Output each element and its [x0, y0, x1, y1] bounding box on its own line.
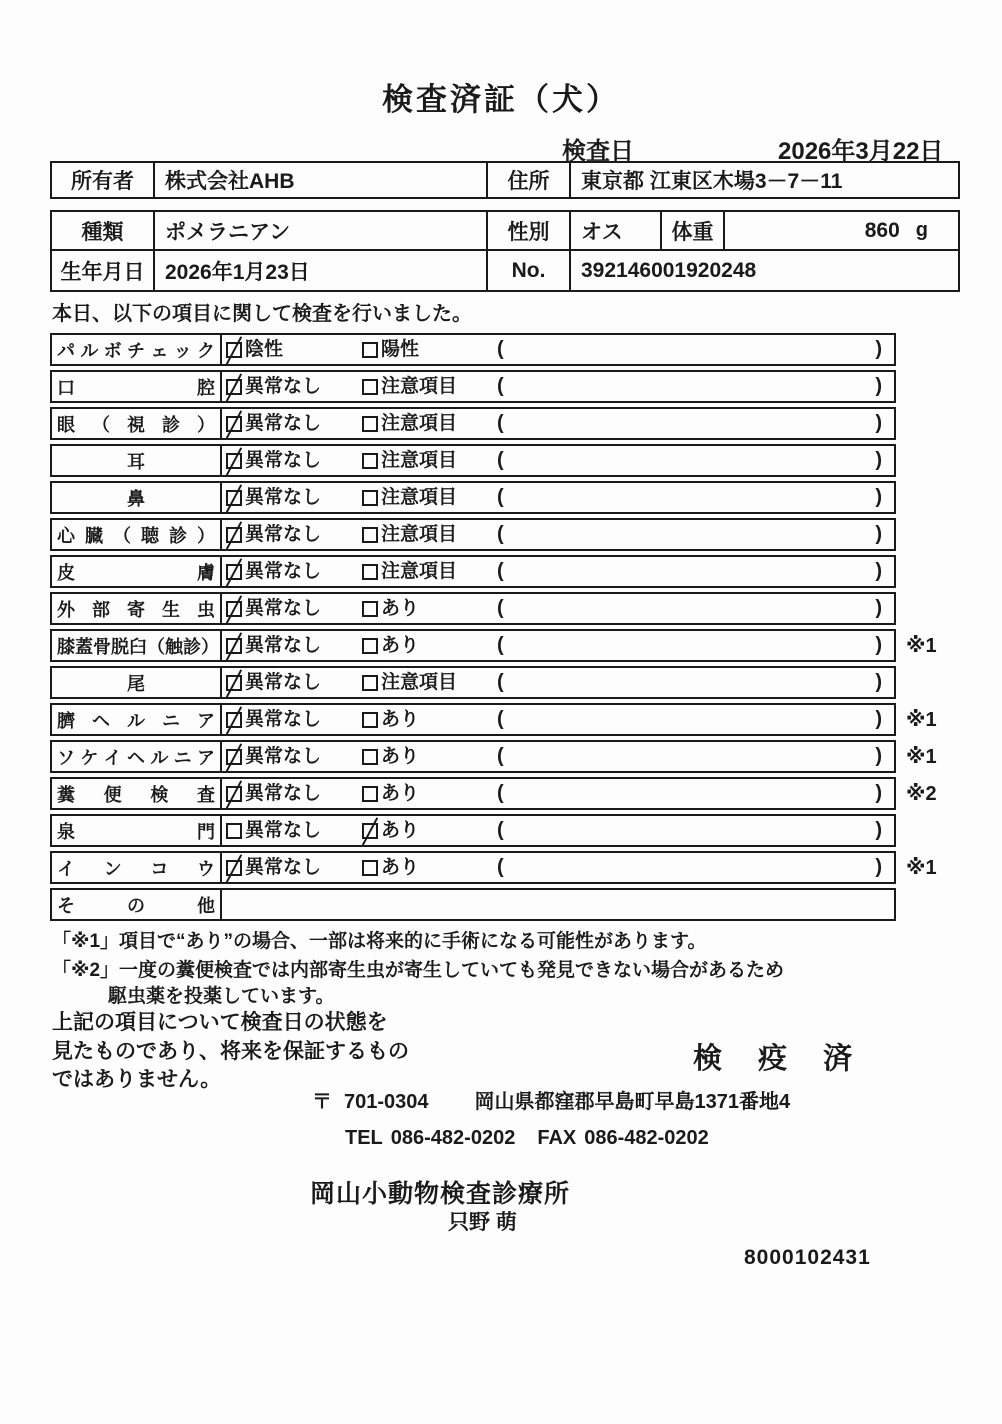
- paren-open-char: (: [497, 708, 504, 730]
- footnote-mark: ※2: [906, 783, 937, 805]
- exam-item-label: 口 腔: [52, 372, 222, 401]
- exam-row: [50, 703, 937, 736]
- checkbox-option1: [226, 638, 242, 654]
- checkbox-option2: [362, 712, 378, 728]
- checkbox-option1: [226, 527, 242, 543]
- option1-label: 異常なし: [245, 413, 322, 434]
- option1-label: 異常なし: [245, 561, 322, 582]
- paren-open-char: (: [497, 671, 504, 693]
- pet-info-row-2: [52, 251, 958, 290]
- paren-open-char: (: [497, 782, 504, 804]
- paren-close-char: ): [875, 523, 882, 545]
- exam-item-content: [222, 335, 894, 364]
- option1-label: 陰性: [245, 339, 284, 360]
- exam-item-content: [222, 853, 894, 882]
- option2-label: 注意項目: [381, 450, 458, 471]
- paren-close-char: ): [875, 412, 882, 434]
- exam-item-content: [222, 890, 894, 919]
- exam-item-label: 耳: [52, 446, 222, 475]
- disclaimer-line-3: ではありません。: [52, 1068, 222, 1091]
- exam-item-content: [222, 557, 894, 586]
- paren-open-char: (: [497, 819, 504, 841]
- paren-close-char: ): [875, 338, 882, 360]
- tel-label: TEL: [345, 1127, 383, 1149]
- checkbox-option2: [362, 564, 378, 580]
- exam-item-label: 膝 蓋 骨 脱 臼 （ 触 診 ）: [52, 631, 222, 660]
- checkbox-option1: [226, 749, 242, 765]
- footnote-2: 「※2」一度の糞便検査では内部寄生虫が寄生していても発見できない場合があるため: [52, 960, 785, 981]
- paren-close-char: ): [875, 745, 882, 767]
- species-label: 種類: [52, 212, 155, 249]
- option1-label: 異常なし: [245, 709, 322, 730]
- exam-item-label: 皮 膚: [52, 557, 222, 586]
- exam-item-label: 泉 門: [52, 816, 222, 845]
- clinic-name: 岡山小動物検査診療所: [310, 1180, 571, 1208]
- checkbox-option1: [226, 490, 242, 506]
- examiner-name: 只野 萌: [448, 1211, 517, 1234]
- exam-item-label: そ の 他: [52, 890, 222, 919]
- checkbox-option2: [362, 749, 378, 765]
- checkbox-option2: [362, 379, 378, 395]
- exam-row: [50, 629, 937, 662]
- option1-label: 異常なし: [245, 635, 322, 656]
- exam-item-content: [222, 372, 894, 401]
- exam-item-content: [222, 446, 894, 475]
- option1-label: 異常なし: [245, 598, 322, 619]
- option2-label: 注意項目: [381, 672, 458, 693]
- exam-item-label: 心 臓 （ 聴 診 ）: [52, 520, 222, 549]
- checkbox-option1: [226, 342, 242, 358]
- exam-item-label: 糞 便 検 査: [52, 779, 222, 808]
- exam-item-content: [222, 668, 894, 697]
- paren-open-char: (: [497, 745, 504, 767]
- pet-info-table: [50, 210, 960, 292]
- option2-label: あり: [381, 635, 420, 656]
- serial-number: 8000102431: [744, 1246, 871, 1269]
- clinic-address: 岡山県都窪郡早島町早島1371番地4: [474, 1091, 791, 1113]
- option2-label: 注意項目: [381, 376, 458, 397]
- clinic-postal-line: [312, 1085, 790, 1114]
- exam-item-content: [222, 409, 894, 438]
- option1-label: 異常なし: [245, 857, 322, 878]
- option1-label: 異常なし: [245, 820, 322, 841]
- option2-label: あり: [381, 709, 420, 730]
- exam-item-content: [222, 594, 894, 623]
- exam-row: [50, 777, 937, 810]
- paren-close-char: ): [875, 634, 882, 656]
- option1-label: 異常なし: [245, 783, 322, 804]
- checkbox-option2: [362, 527, 378, 543]
- birthdate-value: 2026年1月23日: [155, 251, 488, 290]
- option1-label: 異常なし: [245, 487, 322, 508]
- paren-close-char: ): [875, 782, 882, 804]
- option2-label: あり: [381, 857, 420, 878]
- checkbox-option1: [226, 453, 242, 469]
- fax-number: 086-482-0202: [584, 1127, 709, 1149]
- option1-label: 異常なし: [245, 746, 322, 767]
- option1-label: 異常なし: [245, 376, 322, 397]
- option2-label: あり: [381, 598, 420, 619]
- exam-row: [50, 444, 896, 477]
- paren-close-char: ): [875, 856, 882, 878]
- disclaimer-line-2: 見たものであり、将来を保証するもの: [52, 1040, 409, 1063]
- option1-label: 異常なし: [245, 450, 322, 471]
- exam-row: [50, 888, 896, 921]
- footnote-mark: ※1: [906, 709, 937, 731]
- option2-label: 注意項目: [381, 561, 458, 582]
- owner-value: 株式会社AHB: [155, 163, 488, 197]
- exam-item-content: [222, 705, 894, 734]
- checkbox-option2: [362, 786, 378, 802]
- checkbox-option2: [362, 342, 378, 358]
- inspection-date-value: 2026年3月22日: [778, 138, 944, 165]
- exam-item-content: [222, 520, 894, 549]
- option2-label: あり: [381, 820, 420, 841]
- option1-label: 異常なし: [245, 524, 322, 545]
- address-label: 住所: [488, 163, 571, 197]
- exam-item-label: 眼 （ 視 診 ）: [52, 409, 222, 438]
- exam-row: [50, 407, 896, 440]
- paren-open-char: (: [497, 856, 504, 878]
- paren-open-char: (: [497, 597, 504, 619]
- no-label: No.: [488, 251, 571, 290]
- option2-label: 注意項目: [381, 524, 458, 545]
- paren-close-char: ): [875, 671, 882, 693]
- exam-item-label: パ ル ボ チ ェ ッ ク: [52, 335, 222, 364]
- paren-open-char: (: [497, 560, 504, 582]
- checkbox-option2: [362, 601, 378, 617]
- checkbox-option1: [226, 675, 242, 691]
- checkbox-option1: [226, 860, 242, 876]
- exam-item-content: [222, 742, 894, 771]
- exam-item-label: ソ ケ イ ヘ ル ニ ア: [52, 742, 222, 771]
- weight-value: 860: [864, 218, 900, 242]
- paren-open-char: (: [497, 375, 504, 397]
- birthdate-label: 生年月日: [52, 251, 155, 290]
- quarantine-stamp: 検 疫 済: [693, 1043, 867, 1075]
- exam-item-label: イ ン コ ウ: [52, 853, 222, 882]
- checkbox-option1: [226, 379, 242, 395]
- address-value: 東京都 江東区木場3－7－11: [581, 170, 843, 193]
- checkbox-option1: [226, 601, 242, 617]
- weight-cell: [725, 212, 958, 249]
- owner-table: [50, 161, 960, 199]
- checkbox-option2: [362, 416, 378, 432]
- checkbox-option1: [226, 416, 242, 432]
- checkbox-option2: [362, 823, 378, 839]
- exam-item-label: 尾: [52, 668, 222, 697]
- exam-item-label: 鼻: [52, 483, 222, 512]
- exam-item-content: [222, 779, 894, 808]
- checkbox-option2: [362, 453, 378, 469]
- exam-row: [50, 666, 896, 699]
- exam-item-content: [222, 483, 894, 512]
- exam-item-label: 臍 ヘ ル ニ ア: [52, 705, 222, 734]
- weight-unit: g: [915, 219, 928, 241]
- checkbox-option2: [362, 490, 378, 506]
- document-title: 検査済証（犬）: [382, 82, 620, 117]
- sex-label: 性別: [488, 212, 571, 249]
- option1-label: 異常なし: [245, 672, 322, 693]
- owner-label: 所有者: [52, 163, 155, 197]
- paren-open-char: (: [497, 486, 504, 508]
- weight-label: 体重: [662, 212, 725, 249]
- postal-mark: 〒: [312, 1091, 332, 1113]
- checkbox-option2: [362, 638, 378, 654]
- exam-row: [50, 851, 937, 884]
- option2-label: 陽性: [381, 339, 420, 360]
- pet-info-row-1: [52, 212, 958, 251]
- footnote-mark: ※1: [906, 857, 937, 879]
- paren-close-char: ): [875, 486, 882, 508]
- checkbox-option1: [226, 786, 242, 802]
- paren-open-char: (: [497, 634, 504, 656]
- checkbox-option1: [226, 823, 242, 839]
- option2-label: あり: [381, 746, 420, 767]
- clinic-phone-line: [345, 1127, 709, 1150]
- exam-row: [50, 740, 937, 773]
- exam-row: [50, 333, 896, 366]
- exam-row: [50, 481, 896, 514]
- checkbox-option1: [226, 564, 242, 580]
- paren-open-char: (: [497, 523, 504, 545]
- footnote-mark: ※1: [906, 635, 937, 657]
- paren-close-char: ): [875, 560, 882, 582]
- exam-row: [50, 370, 896, 403]
- exam-item-content: [222, 631, 894, 660]
- tel-number: 086-482-0202: [390, 1127, 516, 1149]
- exam-item-content: [222, 816, 894, 845]
- option2-label: 注意項目: [381, 413, 458, 434]
- paren-open-char: (: [497, 338, 504, 360]
- no-value: 392146001920248: [581, 258, 757, 282]
- paren-close-char: ): [875, 819, 882, 841]
- postal-code: 701-0304: [344, 1091, 429, 1113]
- fax-label: FAX: [537, 1127, 577, 1149]
- option2-label: 注意項目: [381, 487, 458, 508]
- exam-row: [50, 555, 896, 588]
- paren-open-char: (: [497, 412, 504, 434]
- checkbox-option2: [362, 860, 378, 876]
- exam-table: [50, 333, 937, 925]
- paren-close-char: ): [875, 449, 882, 471]
- footnote-mark: ※1: [906, 746, 937, 768]
- inspection-date-label: 検査日: [562, 138, 634, 165]
- species-value: ポメラニアン: [155, 212, 488, 249]
- footnote-1: 「※1」項目で“あり”の場合、一部は将来的に手術になる可能性があります。: [52, 931, 707, 952]
- footnote-2-continued: 駆虫薬を投薬しています。: [108, 986, 335, 1007]
- checkbox-option2: [362, 675, 378, 691]
- exam-item-label: 外 部 寄 生 虫: [52, 594, 222, 623]
- paren-open-char: (: [497, 449, 504, 471]
- paren-close-char: ): [875, 375, 882, 397]
- checkbox-option1: [226, 712, 242, 728]
- paren-close-char: ): [875, 708, 882, 730]
- sex-value: オス: [571, 212, 662, 249]
- exam-row: [50, 592, 896, 625]
- disclaimer-line-1: 上記の項目について検査日の状態を: [52, 1011, 388, 1034]
- exam-row: [50, 518, 896, 551]
- option2-label: あり: [381, 783, 420, 804]
- exam-row: [50, 814, 896, 847]
- paren-close-char: ): [875, 597, 882, 619]
- intro-sentence: 本日、以下の項目に関して検査を行いました。: [52, 303, 472, 325]
